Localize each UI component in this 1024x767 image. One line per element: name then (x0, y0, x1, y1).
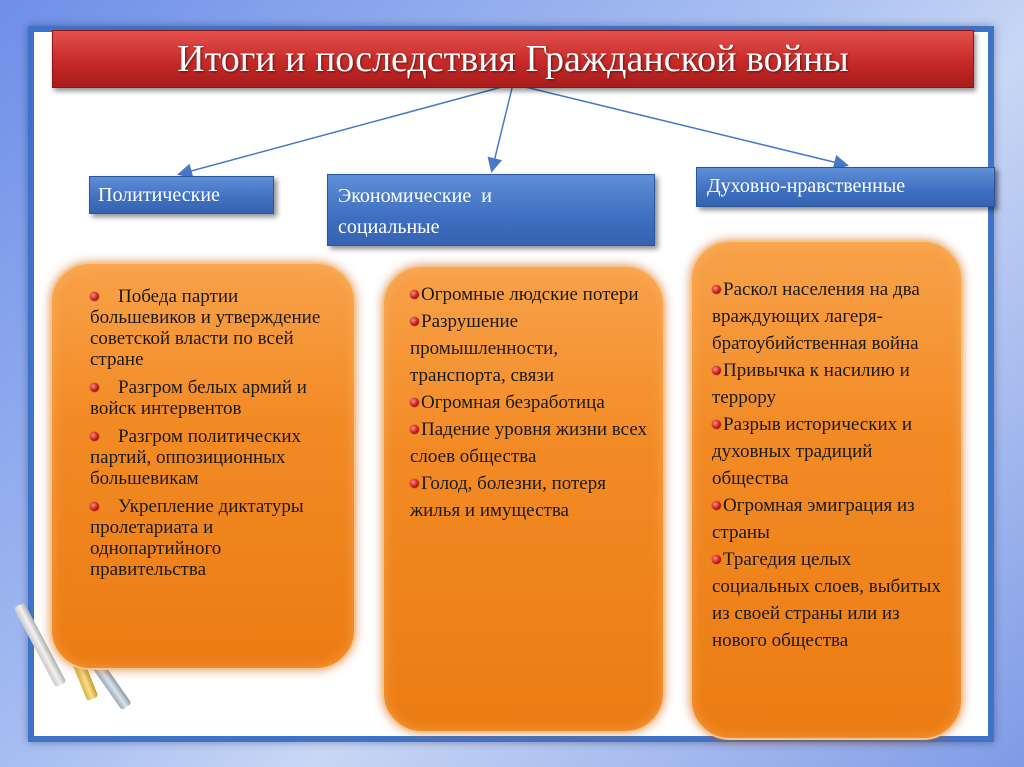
bullet-icon (712, 366, 721, 375)
bullet-icon (712, 285, 721, 294)
bullet-icon (90, 383, 99, 392)
arrow-to-spiritual (513, 84, 846, 165)
arrow-to-political (180, 84, 513, 174)
list-item: Голод, болезни, потеря жилья и имущества (410, 473, 606, 521)
category-spiritual-moral: Духовно-нравственные (696, 167, 995, 207)
list-item: Трагедия целых социальных слоев, выбитых из своей страны или из нового общества (712, 549, 941, 651)
list-item: Разгром политических партий, оппозиционных большевикам (90, 426, 302, 489)
bullet-icon (410, 290, 419, 299)
arrow-to-economic (492, 84, 513, 170)
list-item: Раскол населения на два враждующих лагеря-братоубийственная война (712, 279, 920, 354)
bullet-icon (90, 292, 99, 301)
list-item: Огромная эмиграция из страны (712, 495, 915, 543)
list-item: Падение уровня жизни всех слоев общества (410, 419, 647, 467)
spiritual-moral-consequences-box (690, 240, 963, 740)
list-item: Разрыв исторических и духовных традиций общества (712, 414, 913, 489)
bullet-icon (410, 398, 419, 407)
list-item: Огромные людские потери (410, 281, 649, 308)
political-consequences-box (50, 262, 356, 670)
category-label-line: социальные (338, 216, 440, 238)
bullet-icon (410, 425, 419, 434)
category-label-line: Экономические и (338, 185, 492, 207)
category-economic-social (327, 174, 655, 246)
list-item: Привычка к насилию и террору (712, 360, 910, 408)
bullet-icon (410, 317, 419, 326)
category-political: Политические (89, 176, 274, 214)
bullet-icon (90, 432, 99, 441)
list-item: Укрепление диктатуры пролетариата и однопартийного правительства (90, 496, 304, 580)
economic-social-consequences-box (382, 265, 665, 733)
list-item: Разрушение промышленности, транспорта, связи (410, 311, 559, 386)
list-item: Победа партии большевиков и утверждение советской власти по всей стране (90, 286, 321, 370)
bullet-icon (410, 479, 419, 488)
bullet-icon (712, 501, 721, 510)
page-title: Итоги и последствия Гражданской войны (52, 30, 974, 88)
list-item: Разгром белых армий и войск интервентов (90, 377, 307, 419)
bullet-icon (712, 555, 721, 564)
bullet-icon (90, 502, 99, 511)
bullet-icon (712, 420, 721, 429)
list-item: Огромная безработица (410, 389, 649, 416)
